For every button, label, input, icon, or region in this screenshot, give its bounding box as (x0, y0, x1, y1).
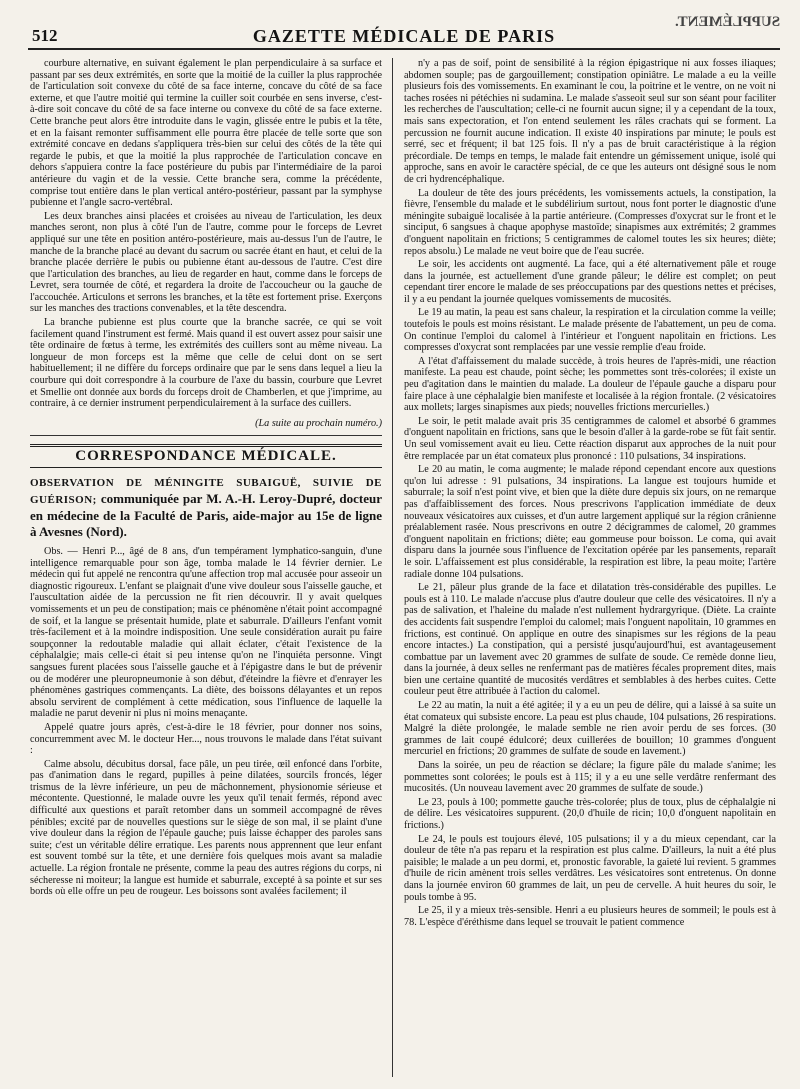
observation-title-author: communiquée par M. A.-H. Leroy-Dupré, docteur en médecine de la Faculté de Paris, aide-major au 15e de ligne à Avesnes (Nord). (30, 491, 382, 539)
paragraph: Le 25, il y a mieux très-sensible. Henri a eu plusieurs heures de sommeil; le pouls est à 78. L'espèce d'éréthisme dans lequel se trouvait le patient commence (404, 905, 776, 928)
column-divider (392, 58, 393, 1077)
paragraph: Dans la soirée, un peu de réaction se déclare; la figure pâle du malade s'anime; les pommettes sont colorées; le pouls est à 115; il y a eu une selle verdâtre renfermant des mucosités. (Un nouveau lavement avec 20 grammes de sulfate de soude.) (404, 760, 776, 795)
page-header (28, 14, 780, 50)
paragraph: La branche pubienne est plus courte que la branche sacrée, ce qui se voit facilement quand l'instrument est fermé. Mais quand il est ouvert assez pour saisir une tête ordinaire de fœtus à terme, les extrémités des cuillers sont au même niveau. La longueur de mon forceps est la même que celle de celui dont on se sert habituellement; il ne diffère du forceps ordinaire que par le sens dans lequel a lieu la courbure qui doit correspondre à la courbure de l'axe du bassin, courbure que Levret et Smellie ont donnée aux bords du forceps droit de Chamberlen, et que j'imprime, au contraire, à ce dernier instrument perpendiculairement à la surface des cuillers. (30, 317, 382, 410)
paragraph: Le 21, pâleur plus grande de la face et dilatation très-considérable des pupilles. Le pouls est à 110. Le malade n'accuse plus d'autre douleur que celle des vésicatoires. Il n'y a pas de salivation, et l'haleine du malade n'est nullement hydrargyrique. (Diète. La crainte des accidents fait suspendre l'emploi du calomel; mais l'onguent napolitain, 10 grammes en frictions, est continué. On applique en outre des sinapismes sur les régions de la peau encore intactes.) La constipation, qui a persisté jusqu'aujourd'hui, est avantageusement combattue par un lavement avec 20 grammes de sulfate de soude. Ce remède donne lieu, dans la journée, à deux selles ne renfermant pas de matières fécales proprement dites, mais bien une certaine quantité de mucosités verdâtres et semblables à des herbes cuites. Cette couleur peut être attribuée à l'action du calomel. (404, 582, 776, 698)
left-column (30, 58, 382, 1077)
journal-title: GAZETTE MÉDICALE DE PARIS (252, 26, 556, 46)
paragraph: Le 20 au matin, le coma augmente; le malade répond cependant encore aux questions qu'on lui adresse : 91 pulsations, 34 inspirations. La langue est toujours humide et saburrale; la soif n'est point vive, et bien que la diète dure depuis six jours, on ne remarque pas d'affaiblissement des forces. Nous prescrivons l'application immédiate de deux nouveaux vésicatoires aux cuisses, et d'un autre largement appliqué sur la région crânienne préalablement rasée. Nous prescrivons en outre 2 décigrammes de calomel, 20 grammes d'onguent napolitain en frictions; diète; eau gommeuse pour boisson. Le coma, qui avait disparu dans la journée sous l'influence de l'excitation opérée par les pansements, reparaît le soir. L'affaissement est plus considérable, la respiration est libre, la peau moite; l'artère radiale donne 104 pulsations. (404, 464, 776, 580)
paragraph: Le soir, le petit malade avait pris 35 centigrammes de calomel et absorbé 6 grammes d'onguent napolitain en frictions, sans que le besoin d'aller à la garde-robe se fût fait sentir. Un seul vomissement avait eu lieu. Cette réaction disparut aux approches de la nuit pour être remplacée par un état comateux plus prononcé : 110 pulsations, 34 inspirations. (404, 415, 776, 462)
paragraph: Le 23, pouls à 100; pommette gauche très-colorée; plus de toux, plus de céphalalgie ni de délire. Les vésicatoires suppurent. (20,0 d'huile de ricin; 10,0 d'onguent napolitain en frictions.) (404, 796, 776, 831)
observation-title (30, 474, 382, 540)
page-number: 512 (32, 26, 58, 45)
right-column (404, 58, 776, 1077)
observation-title-main: OBSERVATION DE MÉNINGITE SUBAIGUË, SUIVIE DE GUÉRISON; (30, 477, 382, 506)
supplement-bleed-through: SUPPLÉMENT. (674, 14, 780, 30)
paragraph: Le 22 au matin, la nuit a été agitée; il y a eu un peu de délire, qui a laissé à sa suite un état comateux qui subsiste encore. La peau est plus chaude, 104 pulsations, 26 respirations. Malgré la diète prolongée, le malade semble ne rien avoir perdu de ses forces. (30 grammes de lait coupé édulcoré; deux cuillerées de bouillon; 10 grammes d'onguent mercuriel en frictions; 20 grammes de sulfate de soude en lavement.) (404, 700, 776, 758)
paragraph: Le soir, les accidents ont augmenté. La face, qui a été alternativement pâle et rouge dans la journée, est actuellement d'une grande pâleur; le délire est complet; on peut cependant tirer encore le malade de ses préoccupations par des questions nettes et précises, il y a eu pendant la journée quelques vomissements de mucosités. (404, 259, 776, 305)
paragraph: Les deux branches ainsi placées et croisées au niveau de l'articulation, les deux manches seront, non plus à côté l'un de l'autre, comme pour le forceps de Levret appliqué sur une tête en position antéro-postérieure, mais au-dessus l'un de l'autre, le manche de la branche placé au devant du sacrum ou sacrée étant en haut, et celui de la branche placée derrière le pubis ou pubienne étant au-dessous de l'autre. C'est dire que l'articulation des branches, au lieu de regarder en haut, comme dans le forceps de Levret, sera tournée de côté, et regardera la droite de l'accoucheur ou la gauche de l'accouchée. Articulons et serrons les branches, et la tête est fortement prise. Exerçons sur les manches des tractions convenables, et la tête descendra. (30, 210, 382, 315)
section-title: CORRESPONDANCE MÉDICALE. (30, 444, 382, 468)
paragraph: n'y a pas de soif, point de sensibilité à la région épigastrique ni aux fosses iliaques; abdomen souple; pas de gargouillement; constipation opiniâtre. Le malade a eu la veille plusieurs fois des vomissements. En examinant le cou, la poitrine et le ventre, on ne voit ni taches rosées ni pétéchies ni sudamina. Le malade s'asseoit seul sur son séant pour faciliter les recherches de l'auscultation; celle-ci ne fournit aucun signe; il y a cependant de la toux, mais sans expectoration, et l'on entend seulement les râles crachats qui se forment. La percussion ne fournit aucune indication. Il existe 40 inspirations par minute; le pouls est serré, sec et fréquent; il bat 125 fois. Il n'y a pas de bruit caractéristique à la région précordiale. De temps en temps, le malade fait entendre un gémissement unique, isolé qui approche, sans en avoir le caractère spécial, de ce que les auteurs ont désigné sous le nom de cri hydrencéphalique. (404, 58, 776, 185)
paragraph: Calme absolu, décubitus dorsal, face pâle, un peu tirée, œil enfoncé dans l'orbite, pas d'animation dans le regard, pupilles à peine dilatées, sourcils froncés, léger trismus de la lèvre inférieure, un peu de mâchonnement, physionomie sérieuse et mécontente. Questionné, le malade ouvre les yeux qu'il tenait fermés, répond avec difficulté aux questions et paraît retomber dans un sommeil accompagné de rêves pénibles; excité par de nouvelles questions sur le siège de son mal, il se plaint d'une vive douleur dans la région de l'épaule gauche; puis laisse échapper des paroles sans suite; c'est un véritable délire erratique. Les parents nous apprennent que leur enfant est souvent tombé sur la tête, et une dernière fois quelques mois avant sa maladie actuelle. La région frontale ne présente, comme la peau des autres régions du corps, ni sécheresse ni moiteur; la langue est humide et saburrale, excepté à sa pointe et sur ses bords où elle offre un peu de rougeur. Les boissons sont avalées facilement; il (30, 758, 382, 898)
continued-note: (La suite au prochain numéro.) (255, 417, 382, 429)
paragraph: A l'état d'affaissement du malade succède, à trois heures de l'après-midi, une réaction manifeste. La peau est chaude, point sèche; les pommettes sont très-colorées; il existe un peu d'agitation dans le maintien du malade. La douleur de l'épaule gauche a disparu pour faire place à une céphalalgie bien manifeste et localisée à la région frontale. (2 vésicatoires aux mollets; larges sinapismes aux pieds; nouvelles frictions mercurielles.) (404, 355, 776, 414)
paragraph: Appelé quatre jours après, c'est-à-dire le 18 février, pour donner nos soins, concurremment avec M. le docteur Her..., nous trouvons le malade dans l'état suivant : (30, 721, 382, 757)
paragraph: Obs. — Henri P..., âgé de 8 ans, d'un tempérament lymphatico-sanguin, d'une intelligence remarquable pour son âge, tomba malade le 14 février dernier. Le médecin qui fut appelé ne rencontra qu'une affection trop mal accusée pour asseoir un diagnostic rigoureux. L'enfant se plaignait d'une vive douleur sous l'aisselle gauche, et l'auscultation aidée de la percussion ne fit rien découvrir. Il y avait quelques vomissements et un peu de constipation; mais ce phénomène n'était point accompagné de soif, et la langue se présentait humide, plate et saburrale. D'ailleurs l'enfant vomit très-facilement et à la moindre indisposition. Une seule considération aurait pu faire soupçonner la redoutable maladie qui allait éclater, c'était l'existence de la céphalalgie; mais celle-ci était si peu intense qu'on ne l'inquiéta personne. Vingt sangsues furent placées sous l'aisselle gauche et à l'épigastre dans le but de prévenir ou de modérer une pleuropneumonie à son début, d'éteindre la fièvre et d'enrayer les phénomènes gastriques commençants. La diète, des boissons délayantes et un repos absolu servirent de complément à cette médication, sous l'influence de laquelle la maladie ne parut devenir ni plus ni moins menaçante. (30, 546, 382, 720)
paragraph: Le 24, le pouls est toujours élevé, 105 pulsations; il y a du mieux cependant, car la douleur de tête n'a pas reparu et la respiration est plus calme. D'ailleurs, la nuit a été plus paisible; le malade a un peu dormi, et, pronostic favorable, la gaieté lui revient. 5 grammes d'huile de ricin amènent trois selles verdâtres. Les vésicatoires sont entretenus. On donne dans la journée environ 60 grammes de lait, un peu de cervelle. A huit heures du soir, le pouls tombe à 95. (404, 833, 776, 903)
paragraph: La douleur de tête des jours précédents, les vomissements actuels, la constipation, la fièvre, l'ensemble du malade et le subdélirium surtout, nous font porter le diagnostic d'une méningite subaiguë localisée à la partie antérieure. (Compresses d'oxycrat sur le front et le sinciput, 6 sangsues à chaque apophyse mastoïde; sinapismes aux extrémités; 2 grammes d'onguent napolitain en frictions; 5 centigrammes de calomel toutes les six heures; diète; repos absolu.) Le malade ne veut boire que de l'eau sucrée. (404, 187, 776, 257)
paragraph: courbure alternative, en suivant également le plan perpendiculaire à sa surface et passant par ses deux extrémités, en sorte que la moitié de la cuiller la plus rapprochée de l'articulation soit convexe du côté de sa face interne, concave du côté de sa face externe, et que l'autre moitié qui termine la cuiller soit courbée en sens inverse, c'est-à-dire soit concave du côté de sa face interne ou convexe du côté de sa face externe. Cette branche peut alors être introduite dans le vagin, glissée entre le pubis et la tête, et en la faisant remonter suffisamment elle pourra être placée de telle sorte que son extrémité concave en dedans s'appliquera très-bien sur celui des côtés de la tête qui regarde le pubis, et que la moitié la plus rapprochée de l'articulation concave en dehors s'appuiera contre la face postérieure du pubis par l'intermédiaire de la paroi antérieure du vagin et de la vessie. Cette branche sera, comme la précédente, comprise tout entière dans le plan vertical antéro-postérieur, passant par la symphyse pubienne et l'angle sacro-vertébral. (30, 58, 382, 209)
paragraph: Le 19 au matin, la peau est sans chaleur, la respiration et la circulation comme la veille; toutefois le pouls est moins résistant. Le malade présente de l'abattement, un peu de coma. On continue l'emploi du calomel à l'intérieur et l'onguent napolitain en frictions. Les compresses d'oxycrat sont remplacées par une vessie remplie d'eau froide. (404, 307, 776, 354)
divider (30, 435, 382, 436)
